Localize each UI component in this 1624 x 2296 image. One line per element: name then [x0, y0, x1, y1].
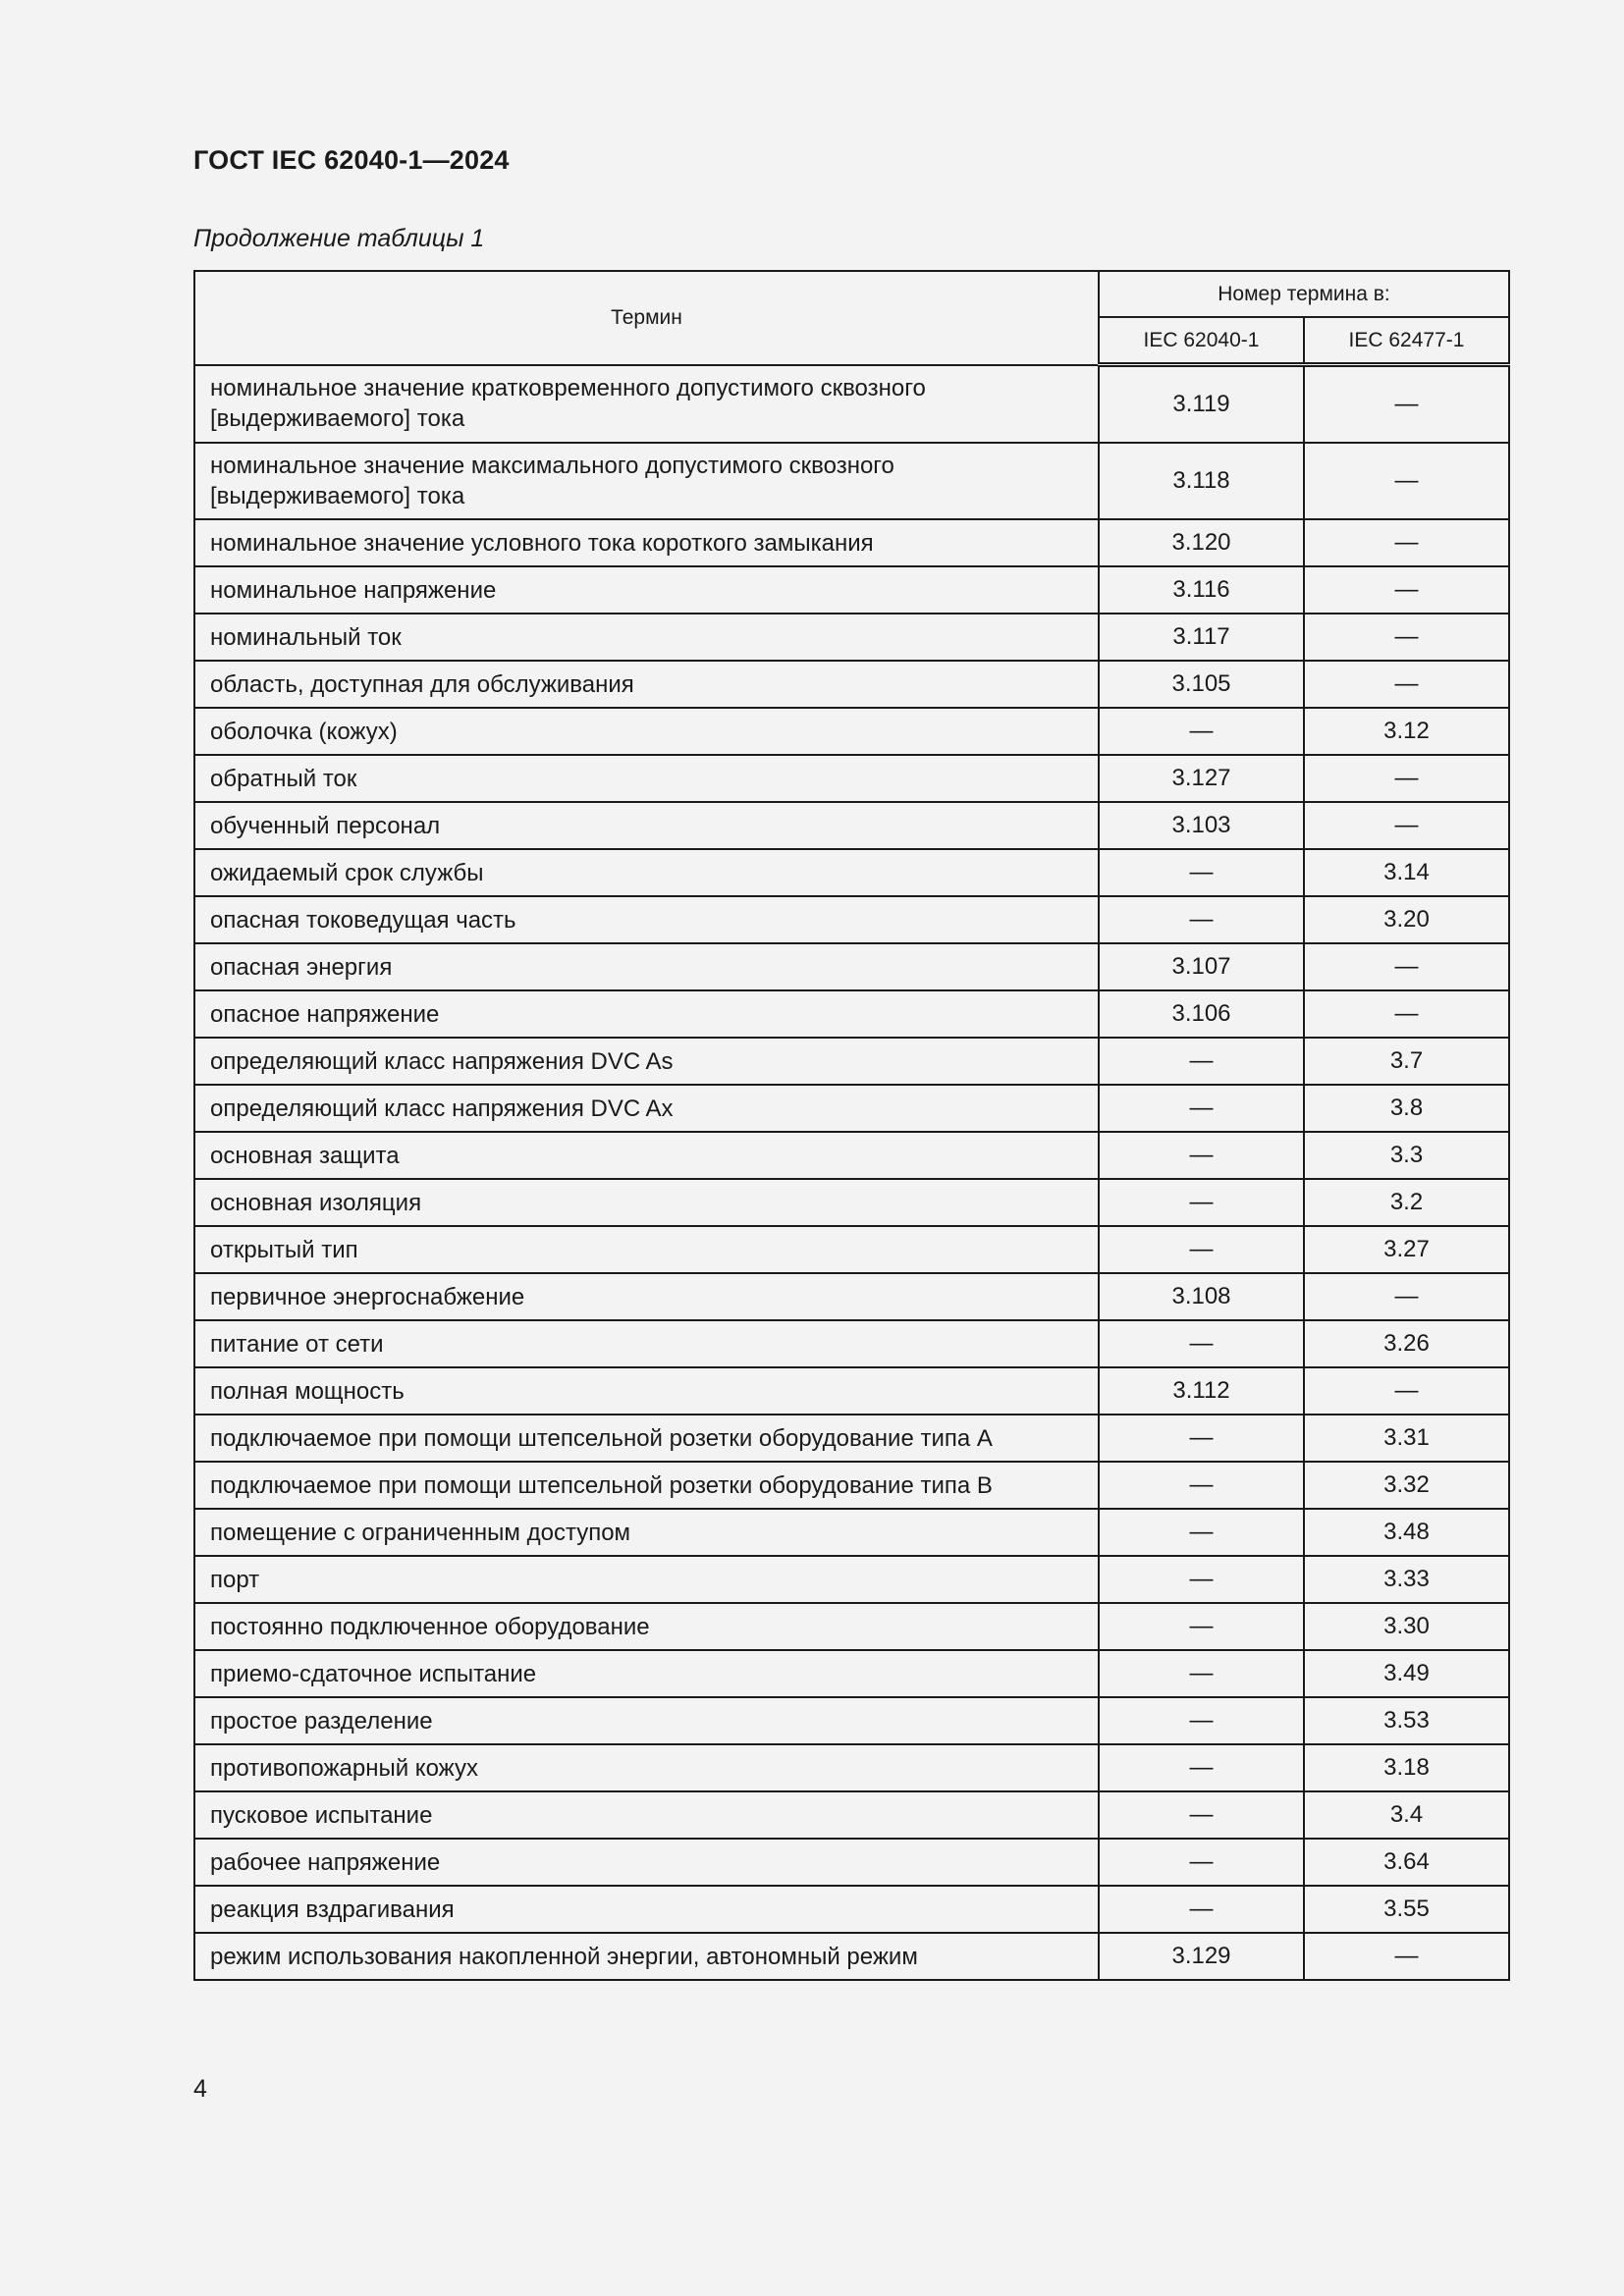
iec-62477-1-cell: 3.12 [1304, 708, 1509, 755]
iec-62477-1-cell: — [1304, 614, 1509, 661]
iec-62477-1-cell: 3.55 [1304, 1886, 1509, 1933]
table-row [194, 1367, 1509, 1415]
table-row [194, 365, 1509, 444]
iec-62040-1-cell: — [1099, 1462, 1304, 1509]
table-row [194, 896, 1509, 943]
iec-62040-1-cell: — [1099, 1556, 1304, 1603]
table-row [194, 1603, 1509, 1650]
table-row [194, 1226, 1509, 1273]
term-cell: простое разделение [194, 1697, 1099, 1744]
iec-62040-1-cell: 3.105 [1099, 661, 1304, 708]
term-cell: область, доступная для обслуживания [194, 661, 1099, 708]
iec-62477-1-cell: 3.27 [1304, 1226, 1509, 1273]
iec-62040-1-cell: 3.108 [1099, 1273, 1304, 1320]
table-row [194, 1744, 1509, 1791]
term-cell: питание от сети [194, 1320, 1099, 1367]
iec-62040-1-cell: 3.112 [1099, 1367, 1304, 1415]
iec-62040-1-cell: — [1099, 1415, 1304, 1462]
iec-62477-1-column-header: IEC 62477-1 [1304, 317, 1509, 365]
table-row [194, 990, 1509, 1038]
table-row [194, 1132, 1509, 1179]
term-cell: опасная токоведущая часть [194, 896, 1099, 943]
table-row [194, 1791, 1509, 1839]
iec-62477-1-cell: — [1304, 365, 1509, 444]
iec-62040-1-cell: 3.107 [1099, 943, 1304, 990]
term-cell: открытый тип [194, 1226, 1099, 1273]
term-cell: основная изоляция [194, 1179, 1099, 1226]
terms-table [193, 270, 1510, 1981]
table-row [194, 1697, 1509, 1744]
iec-62477-1-cell: — [1304, 990, 1509, 1038]
term-cell: основная защита [194, 1132, 1099, 1179]
term-cell: номинальный ток [194, 614, 1099, 661]
iec-62477-1-cell: 3.8 [1304, 1085, 1509, 1132]
page-number: 4 [193, 2075, 207, 2103]
table-row [194, 1509, 1509, 1556]
table-row [194, 1462, 1509, 1509]
term-cell: реакция вздрагивания [194, 1886, 1099, 1933]
table-caption: Продолжение таблицы 1 [193, 225, 485, 252]
iec-62040-1-column-header: IEC 62040-1 [1099, 317, 1304, 365]
table-row [194, 1886, 1509, 1933]
table-row [194, 1273, 1509, 1320]
iec-62040-1-cell: — [1099, 1697, 1304, 1744]
table-row [194, 519, 1509, 566]
iec-62040-1-cell: — [1099, 1839, 1304, 1886]
iec-62040-1-cell: 3.116 [1099, 566, 1304, 614]
table-row [194, 1933, 1509, 1980]
iec-62477-1-cell: — [1304, 519, 1509, 566]
table-row [194, 614, 1509, 661]
iec-62477-1-cell: 3.4 [1304, 1791, 1509, 1839]
term-cell: режим использования накопленной энергии, автономный режим [194, 1933, 1099, 1980]
term-cell: определяющий класс напряжения DVC As [194, 1038, 1099, 1085]
term-cell: номинальное значение кратковременного допустимого сквозного [выдерживаемого] тока [194, 365, 1099, 444]
term-cell: рабочее напряжение [194, 1839, 1099, 1886]
iec-62040-1-cell: — [1099, 1791, 1304, 1839]
iec-62477-1-cell: 3.32 [1304, 1462, 1509, 1509]
iec-62040-1-cell: — [1099, 1132, 1304, 1179]
iec-62477-1-cell: — [1304, 943, 1509, 990]
iec-62040-1-cell: 3.129 [1099, 1933, 1304, 1980]
table-row [194, 1556, 1509, 1603]
iec-62477-1-cell: — [1304, 1367, 1509, 1415]
table-row [194, 943, 1509, 990]
term-cell: постоянно подключенное оборудование [194, 1603, 1099, 1650]
iec-62040-1-cell: — [1099, 1886, 1304, 1933]
term-cell: пусковое испытание [194, 1791, 1099, 1839]
iec-62040-1-cell: 3.106 [1099, 990, 1304, 1038]
iec-62477-1-cell: 3.7 [1304, 1038, 1509, 1085]
term-cell: определяющий класс напряжения DVC Ax [194, 1085, 1099, 1132]
iec-62040-1-cell: 3.103 [1099, 802, 1304, 849]
iec-62040-1-cell: 3.117 [1099, 614, 1304, 661]
iec-62477-1-cell: 3.30 [1304, 1603, 1509, 1650]
table-row [194, 849, 1509, 896]
iec-62040-1-cell: 3.127 [1099, 755, 1304, 802]
iec-62040-1-cell: 3.118 [1099, 443, 1304, 519]
iec-62477-1-cell: 3.53 [1304, 1697, 1509, 1744]
iec-62477-1-cell: 3.31 [1304, 1415, 1509, 1462]
iec-62477-1-cell: 3.48 [1304, 1509, 1509, 1556]
iec-62477-1-cell: — [1304, 1933, 1509, 1980]
term-cell: помещение с ограниченным доступом [194, 1509, 1099, 1556]
term-cell: оболочка (кожух) [194, 708, 1099, 755]
iec-62477-1-cell: — [1304, 443, 1509, 519]
term-cell: порт [194, 1556, 1099, 1603]
iec-62477-1-cell: 3.14 [1304, 849, 1509, 896]
term-cell: номинальное напряжение [194, 566, 1099, 614]
iec-62477-1-cell: 3.20 [1304, 896, 1509, 943]
iec-62477-1-cell: 3.2 [1304, 1179, 1509, 1226]
iec-62477-1-cell: — [1304, 566, 1509, 614]
iec-62477-1-cell: — [1304, 802, 1509, 849]
iec-62477-1-cell: — [1304, 755, 1509, 802]
iec-62477-1-cell: — [1304, 661, 1509, 708]
term-cell: обученный персонал [194, 802, 1099, 849]
term-cell: ожидаемый срок службы [194, 849, 1099, 896]
table-row [194, 1839, 1509, 1886]
iec-62477-1-cell: 3.3 [1304, 1132, 1509, 1179]
iec-62477-1-cell: 3.64 [1304, 1839, 1509, 1886]
iec-62040-1-cell: — [1099, 849, 1304, 896]
table-row [194, 566, 1509, 614]
term-cell: опасное напряжение [194, 990, 1099, 1038]
term-cell: номинальное значение условного тока короткого замыкания [194, 519, 1099, 566]
table-row [194, 443, 1509, 519]
term-cell: подключаемое при помощи штепсельной розетки оборудование типа В [194, 1462, 1099, 1509]
iec-62040-1-cell: — [1099, 1038, 1304, 1085]
table-row [194, 1085, 1509, 1132]
table-row [194, 755, 1509, 802]
iec-62477-1-cell: 3.49 [1304, 1650, 1509, 1697]
iec-62040-1-cell: — [1099, 1744, 1304, 1791]
table-row [194, 802, 1509, 849]
table-row [194, 1320, 1509, 1367]
term-cell: противопожарный кожух [194, 1744, 1099, 1791]
table-body [194, 365, 1509, 1981]
iec-62040-1-cell: — [1099, 1179, 1304, 1226]
term-cell: номинальное значение максимального допустимого сквозного [выдерживаемого] тока [194, 443, 1099, 519]
table-row [194, 661, 1509, 708]
iec-62040-1-cell: — [1099, 1085, 1304, 1132]
iec-62040-1-cell: — [1099, 1650, 1304, 1697]
iec-62040-1-cell: — [1099, 1509, 1304, 1556]
iec-62477-1-cell: — [1304, 1273, 1509, 1320]
iec-62040-1-cell: 3.120 [1099, 519, 1304, 566]
iec-62040-1-cell: 3.119 [1099, 365, 1304, 444]
iec-62040-1-cell: — [1099, 1320, 1304, 1367]
term-cell: приемо-сдаточное испытание [194, 1650, 1099, 1697]
term-cell: опасная энергия [194, 943, 1099, 990]
term-cell: первичное энергоснабжение [194, 1273, 1099, 1320]
iec-62040-1-cell: — [1099, 708, 1304, 755]
term-column-header: Термин [194, 271, 1099, 365]
iec-62477-1-cell: 3.33 [1304, 1556, 1509, 1603]
iec-62040-1-cell: — [1099, 896, 1304, 943]
table-row [194, 1415, 1509, 1462]
term-cell: подключаемое при помощи штепсельной розетки оборудование типа А [194, 1415, 1099, 1462]
table-row [194, 708, 1509, 755]
table-row [194, 1038, 1509, 1085]
term-number-group-header: Номер термина в: [1099, 271, 1509, 317]
term-cell: обратный ток [194, 755, 1099, 802]
table-row [194, 1650, 1509, 1697]
iec-62040-1-cell: — [1099, 1603, 1304, 1650]
iec-62040-1-cell: — [1099, 1226, 1304, 1273]
iec-62477-1-cell: 3.26 [1304, 1320, 1509, 1367]
document-header: ГОСТ IEC 62040-1—2024 [193, 145, 510, 175]
iec-62477-1-cell: 3.18 [1304, 1744, 1509, 1791]
table-row [194, 1179, 1509, 1226]
term-cell: полная мощность [194, 1367, 1099, 1415]
